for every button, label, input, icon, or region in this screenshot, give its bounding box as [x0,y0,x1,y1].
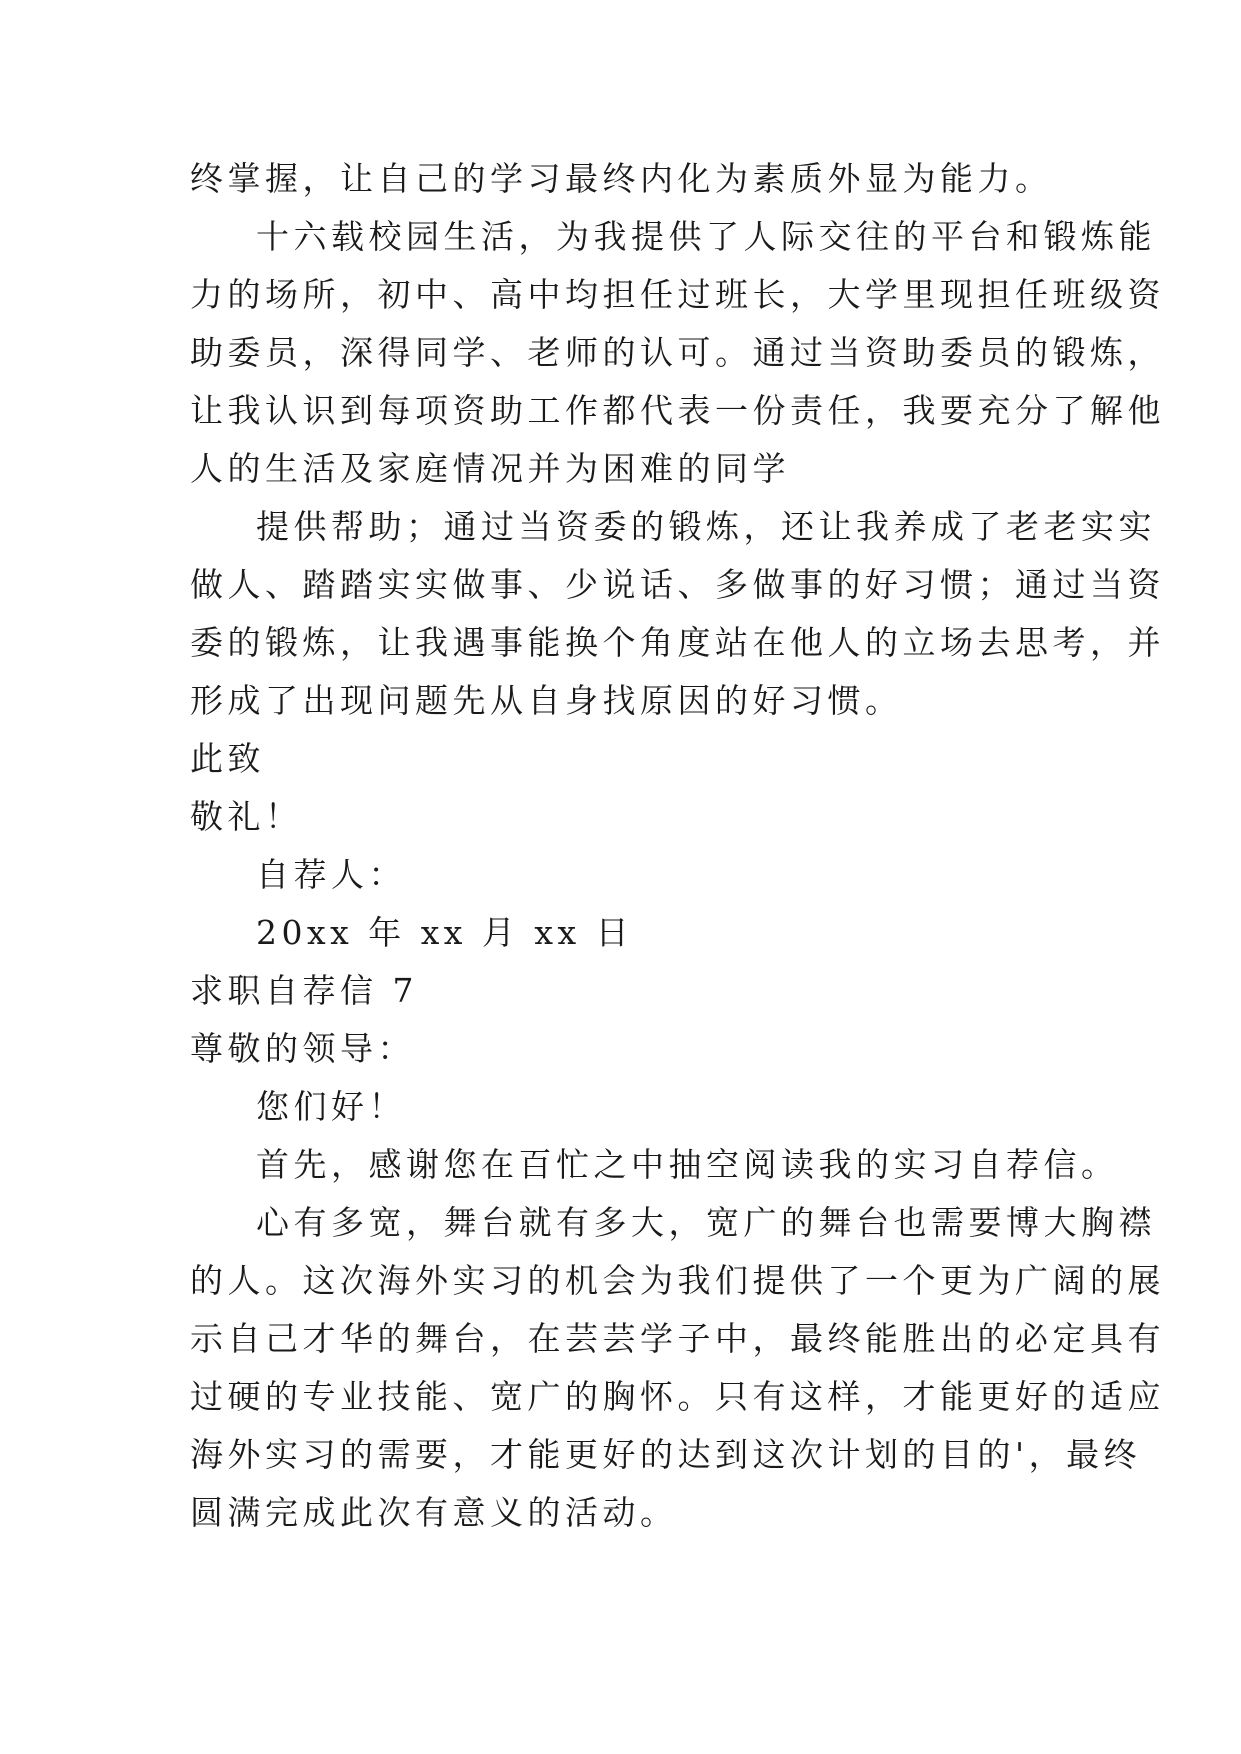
paragraph-line: 做人、踏踏实实做事、少说话、多做事的好习惯；通过当资 [190,565,1165,604]
salutation: 尊敬的领导： [190,1029,415,1068]
paragraph-line: 海外实习的需要，才能更好的达到这次计划的目的'，最终 [190,1435,1142,1474]
paragraph-line: 形成了出现问题先从自身找原因的好习惯。 [190,681,903,720]
paragraph-line: 提供帮助；通过当资委的锻炼，还让我养成了老老实实 [256,507,1156,546]
date-line: 20xx 年 xx 月 xx 日 [256,913,634,952]
paragraph-line: 圆满完成此次有意义的活动。 [190,1493,678,1532]
paragraph-line: 让我认识到每项资助工作都代表一份责任，我要充分了解他 [190,391,1165,430]
paragraph-line: 心有多宽，舞台就有多大，宽广的舞台也需要博大胸襟 [256,1203,1156,1242]
paragraph-line: 力的场所，初中、高中均担任过班长，大学里现担任班级资 [190,275,1165,314]
paragraph-line: 过硬的专业技能、宽广的胸怀。只有这样，才能更好的适应 [190,1377,1165,1416]
paragraph-line: 十六载校园生活，为我提供了人际交往的平台和锻炼能 [256,217,1156,256]
signature-label: 自荐人： [256,855,406,894]
paragraph-line: 人的生活及家庭情况并为困难的同学 [190,449,790,488]
paragraph-line: 助委员，深得同学、老师的认可。通过当资助委员的锻炼， [190,333,1165,372]
paragraph-line: 的人。这次海外实习的机会为我们提供了一个更为广阔的展 [190,1261,1165,1300]
closing-line: 此致 [190,739,265,778]
section-heading: 求职自荐信 7 [190,971,418,1010]
paragraph-line: 委的锻炼，让我遇事能换个角度站在他人的立场去思考，并 [190,623,1165,662]
greeting: 您们好！ [256,1087,406,1126]
paragraph-line: 示自己才华的舞台，在芸芸学子中，最终能胜出的必定具有 [190,1319,1165,1358]
paragraph-line: 首先，感谢您在百忙之中抽空阅读我的实习自荐信。 [256,1145,1119,1184]
paragraph-line: 终掌握，让自己的学习最终内化为素质外显为能力。 [190,159,1053,198]
closing-salute: 敬礼！ [190,797,303,836]
